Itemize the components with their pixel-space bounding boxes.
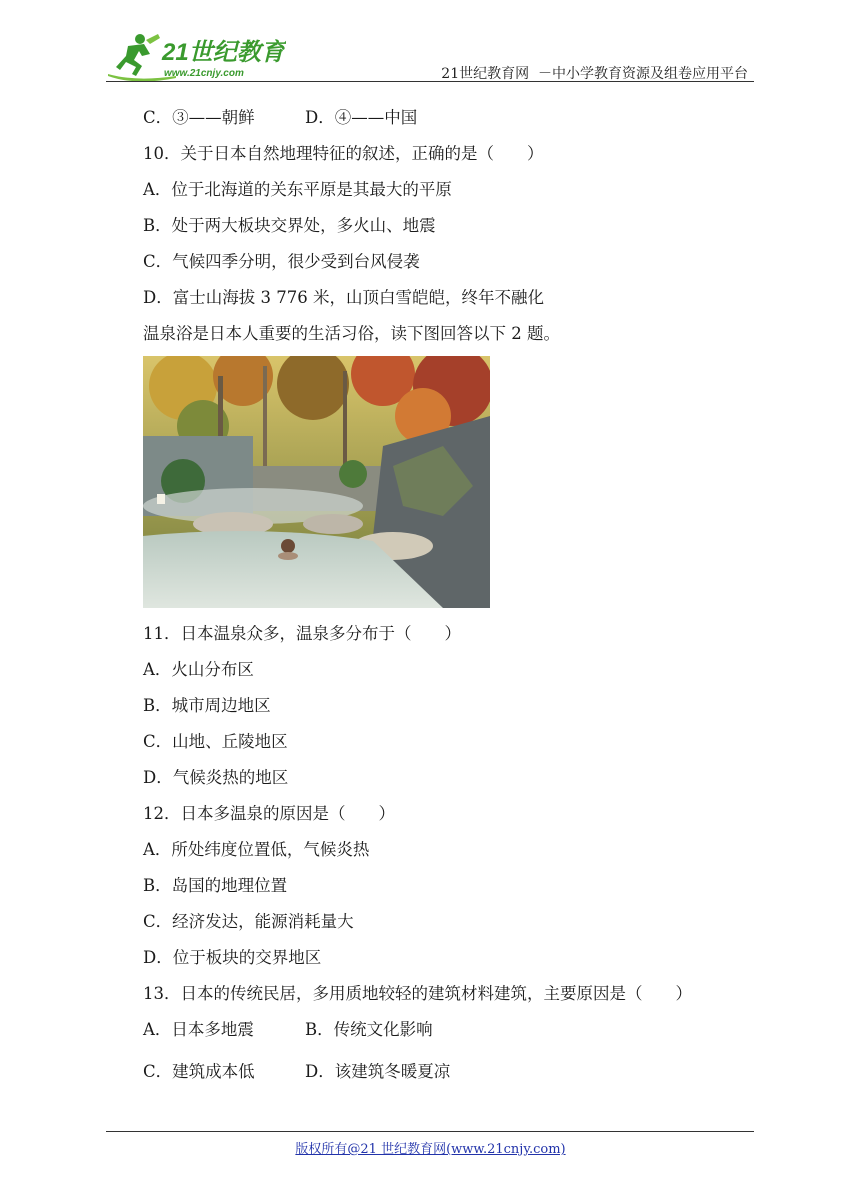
q10-option-a: A．位于北海道的关东平原是其最大的平原 [143,180,452,199]
q10-option-b: B．处于两大板块交界处，多火山、地震 [143,216,436,235]
site-logo [106,30,286,82]
q9-option-d: D．④——中国 [305,108,418,127]
q12-stem: 12．日本多温泉的原因是（ ） [143,804,395,823]
footer-divider [106,1131,754,1132]
q11-option-d: D．气候炎热的地区 [143,768,289,787]
q13-options-cd [143,1054,763,1090]
logo-main-text: 21世纪教育 [162,39,285,66]
reading-intro: 温泉浴是日本人重要的生活习俗，读下图回答以下 2 题。 [143,324,560,343]
q10-stem: 10．关于日本自然地理特征的叙述，正确的是（ ） [143,144,544,163]
q12-option-a: A．所处纬度位置低，气候炎热 [143,840,370,859]
q12-option-c: C．经济发达，能源消耗量大 [143,912,354,931]
q11-option-c: C．山地、丘陵地区 [143,732,288,751]
q10-option-c: C．气候四季分明，很少受到台风侵袭 [143,252,420,271]
logo-url-text: www.21cnjy.com [164,68,244,79]
q13-option-a: A．日本多地震 [143,1020,254,1039]
q12-option-b: B．岛国的地理位置 [143,876,288,895]
exam-content [143,100,763,1090]
q13-options-ab [143,1012,763,1048]
q10-option-d: D．富士山海拔 3 776 米，山顶白雪皑皑，终年不融化 [143,288,544,307]
page-header [106,30,754,82]
q9-options-cd [143,100,763,136]
q11-option-b: B．城市周边地区 [143,696,271,715]
q13-option-b: B．传统文化影响 [305,1020,433,1039]
q11-option-a: A．火山分布区 [143,660,254,679]
footer-copyright-link[interactable]: 版权所有@21 世纪教育网(www.21cnjy.com) [295,1142,566,1157]
q13-option-c: C．建筑成本低 [143,1062,255,1081]
hot-spring-photo [143,356,490,608]
q9-option-c: C．③——朝鲜 [143,108,255,127]
q13-option-d: D．该建筑冬暖夏凉 [305,1062,451,1081]
header-divider [106,81,754,82]
q11-stem: 11．日本温泉众多，温泉多分布于（ ） [143,624,461,643]
header-slogan: 21世纪教育网 －中小学教育资源及组卷应用平台 [441,66,748,82]
q13-stem: 13．日本的传统民居，多用质地较轻的建筑材料建筑，主要原因是（ ） [143,984,692,1003]
q12-option-d: D．位于板块的交界地区 [143,948,322,967]
